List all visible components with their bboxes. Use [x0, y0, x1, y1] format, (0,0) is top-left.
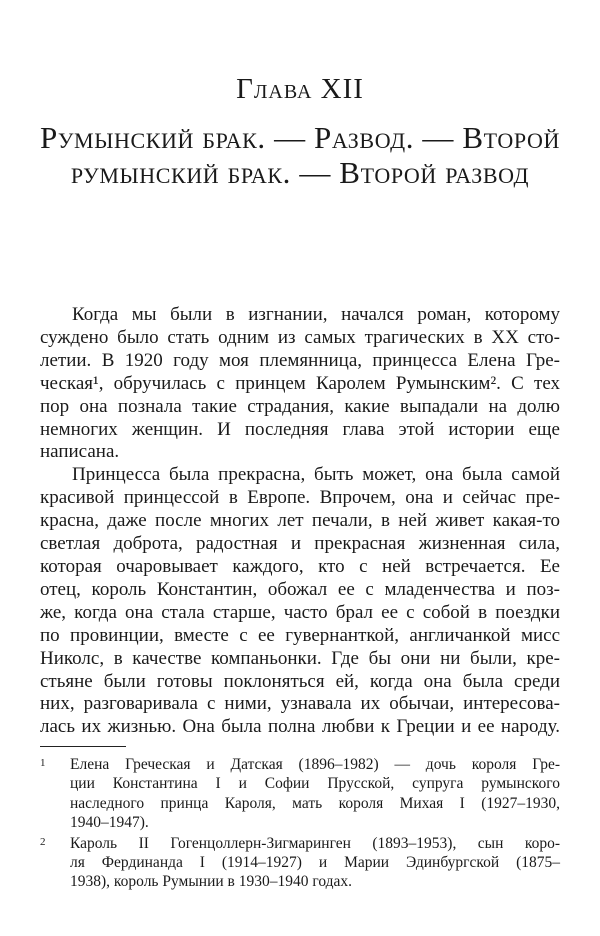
footnote-line: Кароль II Гогенцоллерн-Зигмаринген (1893–1953), сын коро-	[70, 834, 560, 852]
footnote-number: 1	[40, 757, 46, 769]
text-line: которая очаровывает каждого, кто с ней встречается. Ее	[40, 555, 560, 577]
footnote-line: 1940–1947).	[70, 814, 149, 832]
footnote	[40, 834, 560, 892]
chapter-subtitle	[0, 120, 600, 190]
footnote	[40, 755, 560, 833]
footnote-line: ции Константина I и Софии Прусской, супруга румынского	[70, 775, 560, 793]
footnote-line: 1938), король Румынии в 1930–1940 годах.	[70, 873, 353, 891]
footnote-text	[70, 834, 560, 892]
text-line: по провинции, вместе с ее гувернанткой, англичанкой мисс	[40, 624, 560, 646]
text-line: немногих женщин. И последняя глава этой истории еще	[40, 418, 560, 440]
footnote-line: ля Фердинанда I (1914–1927) и Марии Эдинбургской (1875–	[70, 854, 560, 872]
footnote-divider	[40, 746, 126, 747]
text-line: лась их жизнью. Она была полна любви к Греции и ее народу.	[40, 716, 560, 738]
footnote-number: 2	[40, 835, 46, 848]
text-line: красивой принцессой в Европе. Впрочем, она и сейчас пре-	[40, 487, 560, 509]
footnote-line: наследного принца Кароля, мать короля Михая I (1927–1930,	[70, 794, 560, 812]
text-line: Николс, в качестве компаньонки. Где бы они ни были, кре-	[40, 647, 560, 669]
body-text	[40, 304, 560, 739]
text-line: стьяне были готовы поклоняться ей, когда она была среди	[40, 670, 560, 692]
text-line: светлая доброта, радостная и прекрасная жизненная сила,	[40, 533, 560, 555]
text-line: Когда мы были в изгнании, начался роман, которому	[72, 304, 560, 325]
text-line: написана.	[40, 441, 120, 463]
text-line: пор она познала такие страдания, какие выпадали на долю	[40, 395, 560, 417]
footnote-line: Елена Греческая и Датская (1896–1982) — дочь короля Гре-	[70, 756, 560, 773]
footnotes	[40, 755, 560, 893]
text-line: летии. В 1920 году моя племянница, принцесса Елена Гре-	[40, 349, 560, 371]
text-line: ческая¹, обручилась с принцем Каролем Румынским². С тех	[40, 372, 560, 394]
footnote-text	[70, 755, 560, 833]
text-line: суждено было стать одним из самых трагических в XX сто-	[40, 326, 560, 348]
text-line: отец, король Константин, обожал ее с младенчества и поз-	[40, 578, 560, 600]
text-line: них, разговаривала с ними, узнавала их обычаи, интересова-	[40, 693, 560, 715]
text-line: Принцесса была прекрасна, быть может, она была самой	[72, 464, 560, 486]
text-line: же, когда она стала старше, часто брал ее с собой в поездки	[40, 601, 560, 623]
subtitle-line: румынский брак. — Второй развод	[70, 155, 530, 190]
text-line: красна, даже после многих лет печали, в ней живет какая-то	[40, 510, 560, 532]
subtitle-line: Румынский брак. — Развод. — Второй	[40, 120, 560, 155]
chapter-heading: Глава XII	[236, 73, 364, 105]
